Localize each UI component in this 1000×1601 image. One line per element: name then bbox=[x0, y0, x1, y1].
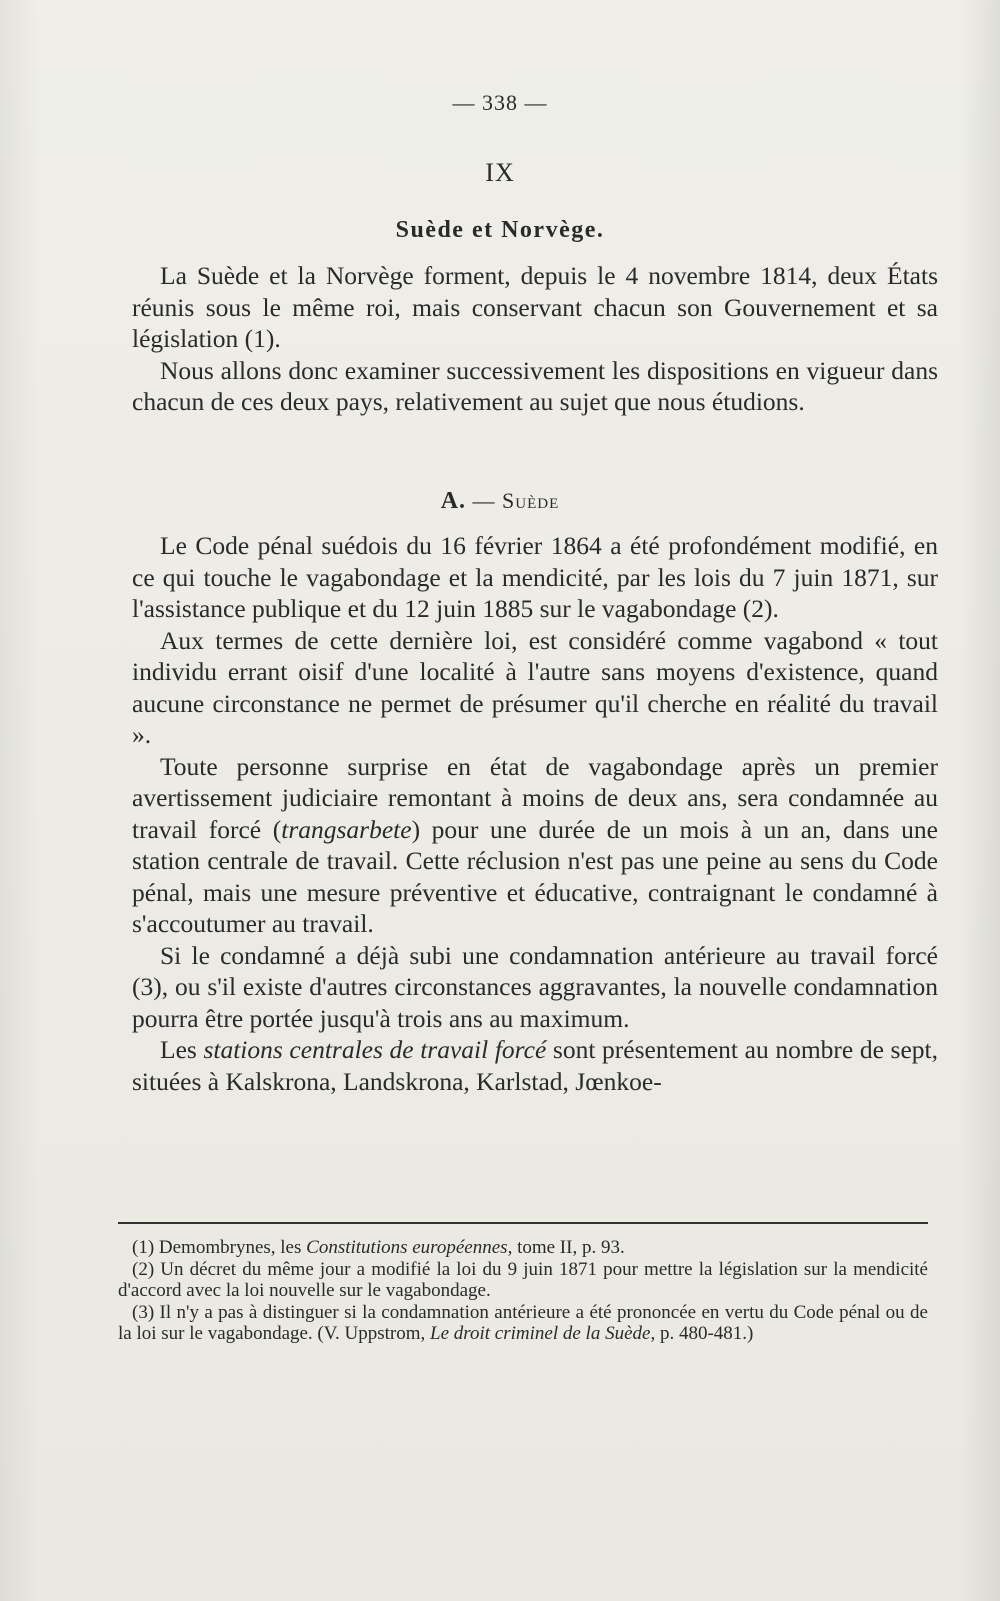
footnote-rule bbox=[118, 1222, 928, 1224]
intro-paragraph-1: La Suède et la Norvège forment, depuis le 4 novembre 1814, deux États réunis sous le même roi, mais conservant chacun son Gouvernement et sa législation (1). bbox=[132, 261, 938, 353]
p5-text-after: sont présentement au nombre de sept, situées à Kalskrona, Landskrona, Karlstad, Jœnkoe- bbox=[132, 1035, 938, 1096]
p3-italic-term: trangsarbete bbox=[281, 814, 412, 844]
subsection-dash: — bbox=[466, 488, 503, 513]
subsection-name: Suède bbox=[502, 488, 560, 513]
fn3-italic: Le droit criminel de la Suède bbox=[430, 1323, 651, 1344]
p3-text-after: ) pour une durée de un mois à un an, dans une station centrale de travail. Cette réclusion n'est pas une peine au sens du Code pénal, mais une mesure préventive et éducative, contraignant le condamné à s'accoutumer au travail. bbox=[132, 814, 938, 938]
page-number: — 338 — bbox=[452, 90, 548, 115]
subsection-heading bbox=[0, 488, 1000, 515]
chapter-number: IX bbox=[485, 158, 515, 187]
footnote-2: (2) Un décret du même jour a modifié la loi du 9 juin 1871 pour mettre la législation sur la mendicité d'accord avec la loi nouvelle sur le vagabondage. bbox=[118, 1258, 928, 1301]
fn1-italic: Constitutions européennes bbox=[306, 1237, 508, 1258]
p3-text-before: Toute personne surprise en état de vagabondage après un premier avertissement judiciaire remontant à moins de deux ans, sera condamnée au travail forcé ( bbox=[132, 751, 938, 844]
footnotes bbox=[118, 1237, 928, 1345]
fn1-before: (1) Demombrynes, les bbox=[132, 1237, 307, 1258]
section-a-block bbox=[132, 530, 938, 1097]
section-a-paragraph-4: Si le condamné a déjà subi une condamnation antérieure au travail forcé (3), ou s'il existe d'autres circonstances aggravantes, la nouvelle condamnation pourra être portée jusqu'à trois ans au maximum. bbox=[132, 940, 938, 1033]
intro-block bbox=[132, 260, 938, 418]
section-a-paragraph-5 bbox=[132, 1034, 938, 1097]
p5-italic-term: stations centrales de travail forcé bbox=[203, 1035, 547, 1064]
subsection-letter: A. bbox=[440, 488, 467, 514]
section-a-paragraph-1: Le Code pénal suédois du 16 février 1864 a été profondément modifié, en ce qui touche le vagabondage et la mendicité, par les lois du 7 juin 1871, sur l'assistance publique et du 12 juin 1885 sur le vagabondage (2). bbox=[132, 531, 938, 623]
footnote-3 bbox=[118, 1302, 928, 1345]
fn3-after: , p. 480-481.) bbox=[650, 1323, 754, 1344]
p5-text-before: Les bbox=[160, 1035, 204, 1064]
section-a-paragraph-2: Aux termes de cette dernière loi, est considéré comme vagabond « tout individu errant oisif d'une localité à l'autre sans moyens d'existence, quand aucune circonstance ne permet de présumer qu'il cherche en réalité du travail ». bbox=[132, 625, 938, 749]
intro-paragraph-2: Nous allons donc examiner successivement les dispositions en vigueur dans chacun de ces deux pays, relativement au sujet que nous étudions. bbox=[132, 355, 938, 416]
chapter-title: Suède et Norvège. bbox=[395, 217, 605, 243]
section-a-paragraph-3 bbox=[132, 751, 938, 940]
footnote-1 bbox=[118, 1237, 928, 1259]
fn3-before: (3) Il n'y a pas à distinguer si la condamnation antérieure a été prononcée en vertu du Code pénal ou de la loi sur le vagabondage. (V. Uppstrom, bbox=[118, 1301, 928, 1344]
fn1-after: , tome II, p. 93. bbox=[507, 1237, 625, 1258]
